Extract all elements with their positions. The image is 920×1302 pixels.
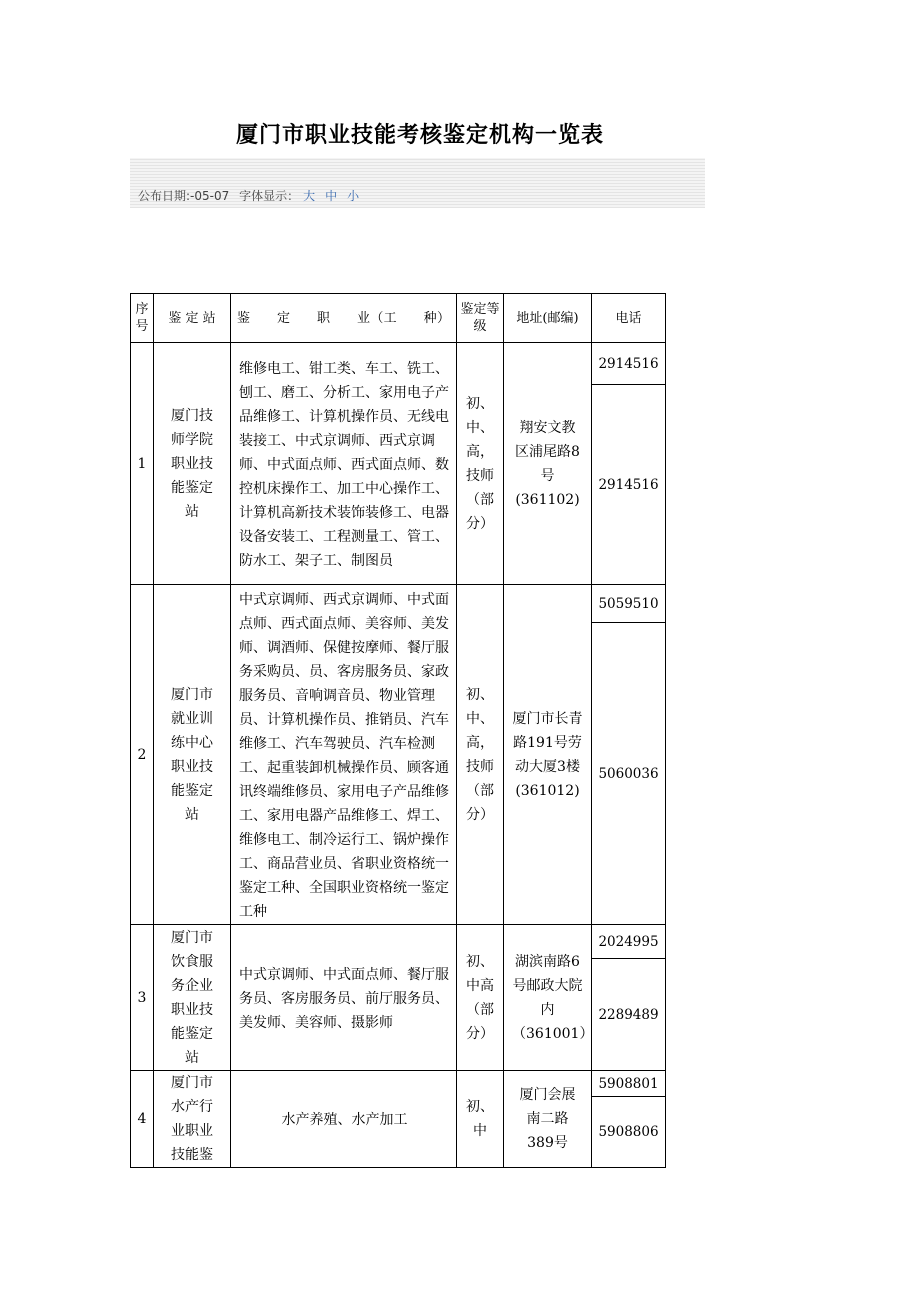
header-phone: 电话 — [592, 294, 666, 343]
row-station: 厦门市饮食服务企业职业技能鉴定站 — [154, 925, 231, 1071]
table-row — [131, 585, 666, 623]
row-station: 厦门市水产行业职业技能鉴 — [154, 1071, 231, 1168]
table-row — [131, 343, 666, 385]
row-level: 初、中 — [457, 1071, 504, 1168]
row-occupation: 中式京调师、西式京调师、中式面点师、西式面点师、美容师、美发师、调酒师、保健按摩师、餐厅服务采购员、员、客房服务员、家政服务员、音响调音员、物业管理员、计算机操作员、推销员、汽车维修工、汽车驾驶员、汽车检测工、起重装卸机械操作员、顾客通讯终端维修员、家用电子产品维修工、家用电器产品维修工、焊工、维修电工、制冷运行工、锅炉操作工、商品营业员、省职业资格统一鉴定工种、全国职业资格统一鉴定工种 — [231, 585, 457, 925]
row-phone: 2289489 — [592, 959, 666, 1071]
row-phone: 5908806 — [592, 1097, 666, 1168]
table-row — [131, 1071, 666, 1097]
row-phone: 2914516 — [592, 343, 666, 385]
row-phone: 2914516 — [592, 385, 666, 585]
row-no: 3 — [131, 925, 154, 1071]
row-station: 厦门市就业训练中心职业技能鉴定站 — [154, 585, 231, 925]
row-level: 初、中高（部分） — [457, 925, 504, 1071]
row-phone: 2024995 — [592, 925, 666, 959]
header-level: 鉴定等级 — [457, 294, 504, 343]
publish-info — [138, 187, 359, 204]
font-size-small-link[interactable]: 小 — [347, 189, 360, 203]
row-no: 4 — [131, 1071, 154, 1168]
header-address: 地址(邮编) — [504, 294, 592, 343]
header-occupation: 鉴 定 职 业（工 种） — [231, 294, 457, 343]
row-level: 初、中、高，技师（部分） — [457, 585, 504, 925]
row-phone: 5908801 — [592, 1071, 666, 1097]
header-no: 序号 — [131, 294, 154, 343]
header-station: 鉴 定 站 — [154, 294, 231, 343]
row-station: 厦门技师学院职业技能鉴定站 — [154, 343, 231, 585]
page-title: 厦门市职业技能考核鉴定机构一览表 — [235, 123, 604, 148]
row-occupation: 中式京调师、中式面点师、餐厅服务员、客房服务员、前厅服务员、美发师、美容师、摄影师 — [231, 925, 457, 1071]
row-occupation: 维修电工、钳工类、车工、铣工、刨工、磨工、分析工、家用电子产品维修工、计算机操作员、无线电装接工、中式京调师、西式京调师、中式面点师、西式面点师、数控机床操作工、加工中心操作工、计算机高新技术装饰装修工、电器设备安装工、工程测量工、管工、防水工、架子工、制图员 — [231, 343, 457, 585]
row-address: 厦门会展南二路389号 — [504, 1071, 592, 1168]
row-level: 初、中、高，技师（部分） — [457, 343, 504, 585]
row-occupation: 水产养殖、水产加工 — [231, 1071, 457, 1168]
row-phone: 5059510 — [592, 585, 666, 623]
row-phone: 5060036 — [592, 623, 666, 925]
font-size-label: 字体显示： — [239, 189, 300, 203]
institution-table — [130, 293, 666, 1168]
table-row — [131, 925, 666, 959]
table-header-row — [131, 294, 666, 343]
font-size-medium-link[interactable]: 中 — [325, 189, 338, 203]
row-address: 湖滨南路6号邮政大院内（361001） — [504, 925, 592, 1071]
publish-date: 公布日期:-05-07 — [138, 189, 230, 203]
row-address: 厦门市长青路191号劳动大厦3楼(361012) — [504, 585, 592, 925]
row-address: 翔安文教区浦尾路8号(361102) — [504, 343, 592, 585]
font-size-large-link[interactable]: 大 — [303, 189, 316, 203]
row-no: 1 — [131, 343, 154, 585]
row-no: 2 — [131, 585, 154, 925]
